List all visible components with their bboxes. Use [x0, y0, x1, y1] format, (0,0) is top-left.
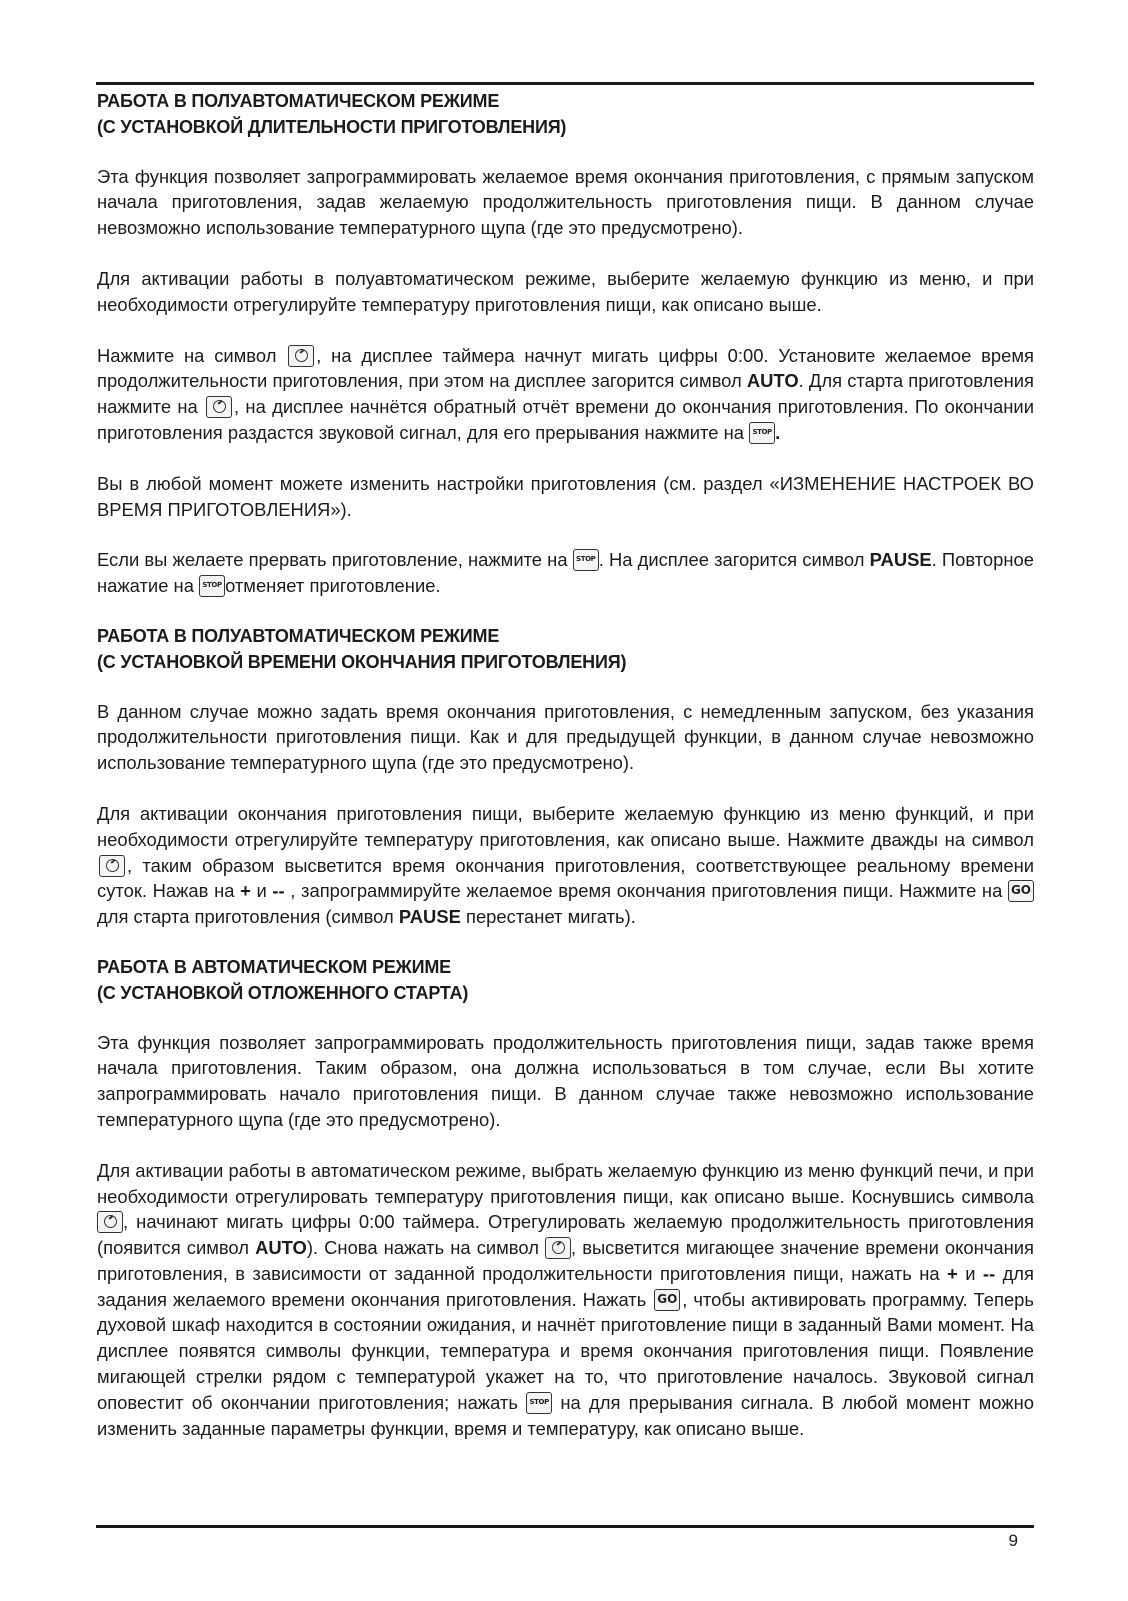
section-heading: [97, 89, 1034, 141]
text-fragment: , начинают мигать цифры 0:00 таймера. Отрегулировать желаемую продолжительность приготовления (появится символ: [97, 1211, 1034, 1259]
paragraph: [97, 343, 1034, 446]
stop-icon: [749, 422, 775, 444]
paragraph: Вы в любой момент можете изменить настройки приготовления (см. раздел «ИЗМЕНЕНИЕ НАСТРОЕК ВО ВРЕМЯ ПРИГОТОВЛЕНИЯ»).: [97, 472, 1034, 520]
section-heading-line: РАБОТА В ПОЛУАВТОМАТИЧЕСКОМ РЕЖИМЕ: [97, 625, 500, 646]
stop-icon: [526, 1392, 552, 1414]
timer-icon: [545, 1237, 571, 1259]
go-icon-label: GO: [1010, 883, 1031, 898]
stop-icon-label: STOP: [576, 555, 596, 564]
paragraph: [97, 547, 1034, 599]
minus-symbol: --: [982, 1262, 996, 1284]
stop-icon: [573, 549, 599, 571]
auto-symbol-label: AUTO: [255, 1237, 307, 1259]
stop-icon: [199, 575, 225, 597]
text-fragment: , запрограммируйте желаемое время окончания приготовления пищи. Нажмите на: [290, 880, 1003, 902]
go-icon: [654, 1289, 680, 1311]
text-fragment: , на дисплее начнётся обратный отчёт времени до окончания приготовления. По окончании приготовления раздастся звуковой сигнал, для его прерывания нажмите на: [97, 396, 1034, 443]
text-fragment: Для активации работы в автоматическом режиме, выбрать желаемую функцию из меню функций печи, и при необходимости отрегулировать температуру приготовления пищи, как описано выше. Коснувшись символа: [97, 1159, 1034, 1207]
go-icon: [1008, 880, 1034, 902]
pause-symbol-label: PAUSE: [869, 549, 932, 571]
text-fragment: , чтобы активировать программу. Теперь духовой шкаф находится в состоянии ожидания, и начнёт приготовление пищи в заданный Вами момент. На дисплее появятся символы функции, температура и время окончания приготовления пищи. Появление мигающей стрелки рядом с температурой укажет на то, что приготовление началось. Звуковой сигнал оповестит об окончании приготовления; нажать: [97, 1288, 1034, 1413]
text-fragment: , таким образом высветится время окончания приготовления, соответствующее реальному времени суток. Нажав на: [97, 854, 1034, 902]
section-heading-line: РАБОТА В ПОЛУАВТОМАТИЧЕСКОМ РЕЖИМЕ: [97, 91, 500, 111]
text-fragment: на для прерывания сигнала. В любой момент можно изменить заданные параметры функции, время и температуру, как описано выше.: [97, 1391, 1034, 1439]
text-fragment: для задания желаемого времени окончания приготовления. Нажать: [97, 1262, 1034, 1310]
bottom-divider: [96, 1525, 1034, 1528]
text-fragment: Если вы желаете прервать приготовление, нажмите на: [97, 549, 568, 571]
paragraph: Для активации работы в полуавтоматическом режиме, выберите желаемую функцию из меню, и при необходимости отрегулируйте температуру приготовления пищи, как описано выше.: [97, 267, 1034, 315]
text-fragment: , высветится мигающее значение времени окончания приготовления, в зависимости от заданной продолжительности приготовления пищи, нажать на: [97, 1237, 1034, 1284]
timer-icon: [97, 1211, 123, 1233]
text-fragment: ). Снова нажать на символ: [306, 1237, 539, 1259]
paragraph: В данном случае можно задать время окончания приготовления, с немедленным запуском, без указания продолжительности приготовления пищи. Как и для предыдущей функции, в данном случае невозможно использование температурного щупа (где это предусмотрено).: [97, 700, 1034, 774]
text-fragment: .: [775, 421, 781, 443]
section-heading-line: РАБОТА В АВТОМАТИЧЕСКОМ РЕЖИМЕ: [97, 956, 451, 977]
section-heading-line: (С УСТАНОВКОЙ ОТЛОЖЕННОГО СТАРТА): [97, 982, 469, 1003]
go-icon-label: GO: [657, 1291, 678, 1306]
plus-symbol: +: [240, 880, 251, 902]
text-fragment: для старта приготовления (символ: [97, 906, 394, 928]
section-heading-line: (С УСТАНОВКОЙ ДЛИТЕЛЬНОСТИ ПРИГОТОВЛЕНИЯ): [97, 116, 567, 137]
section-heading-line: (С УСТАНОВКОЙ ВРЕМЕНИ ОКОНЧАНИЯ ПРИГОТОВЛЕНИЯ): [97, 651, 627, 672]
timer-icon: [288, 345, 314, 367]
paragraph: [97, 801, 1034, 930]
top-divider: [96, 82, 1034, 85]
timer-icon: [206, 396, 232, 418]
text-fragment: и: [256, 880, 267, 902]
text-fragment: . Повторное нажатие на: [97, 549, 1034, 597]
section-heading: [97, 624, 1034, 676]
timer-icon: [99, 855, 125, 877]
page-content: [97, 89, 1034, 1441]
pause-symbol-label: PAUSE: [398, 906, 461, 928]
paragraph: [97, 1158, 1034, 1442]
text-fragment: Нажмите на символ: [97, 344, 277, 366]
auto-symbol-label: AUTO: [746, 370, 799, 392]
text-fragment: отменяет приготовление.: [225, 575, 441, 597]
stop-icon-label: STOP: [752, 427, 772, 436]
text-fragment: . Для старта приготовления нажмите на: [97, 370, 1034, 418]
text-fragment: Для активации окончания приготовления пищи, выберите желаемую функцию из меню функций, и при необходимости отрегулируйте температуру приготовления, как описано выше. Нажмите дважды на символ: [97, 802, 1034, 850]
page-number: 9: [1008, 1531, 1018, 1550]
minus-symbol: --: [272, 880, 285, 902]
section-heading: [97, 955, 1034, 1007]
text-fragment: , на дисплее таймера начнут мигать цифры 0:00. Установите желаемое время продолжительности приготовления, при этом на дисплее загорится символ: [97, 344, 1034, 392]
text-fragment: . На дисплее загорится символ: [598, 549, 865, 571]
paragraph: Эта функция позволяет запрограммировать продолжительность приготовления пищи, задав также время начала приготовления. Таким образом, она должна использоваться в том случае, если Вы хотите запрограммировать начало приготовления пищи. В данном случае также невозможно использование температурного щупа (где это предусмотрено).: [97, 1031, 1034, 1130]
paragraph: Эта функция позволяет запрограммировать желаемое время окончания приготовления, с прямым запуском начала приготовления, задав желаемую продолжительность приготовления пищи. В данном случае невозможно использование температурного щупа (где это предусмотрено).: [97, 165, 1034, 239]
stop-icon-label: STOP: [202, 581, 222, 590]
text-fragment: перестанет мигать).: [466, 906, 636, 928]
plus-symbol: +: [947, 1262, 958, 1284]
stop-icon-label: STOP: [529, 1397, 549, 1406]
text-fragment: и: [965, 1262, 976, 1284]
